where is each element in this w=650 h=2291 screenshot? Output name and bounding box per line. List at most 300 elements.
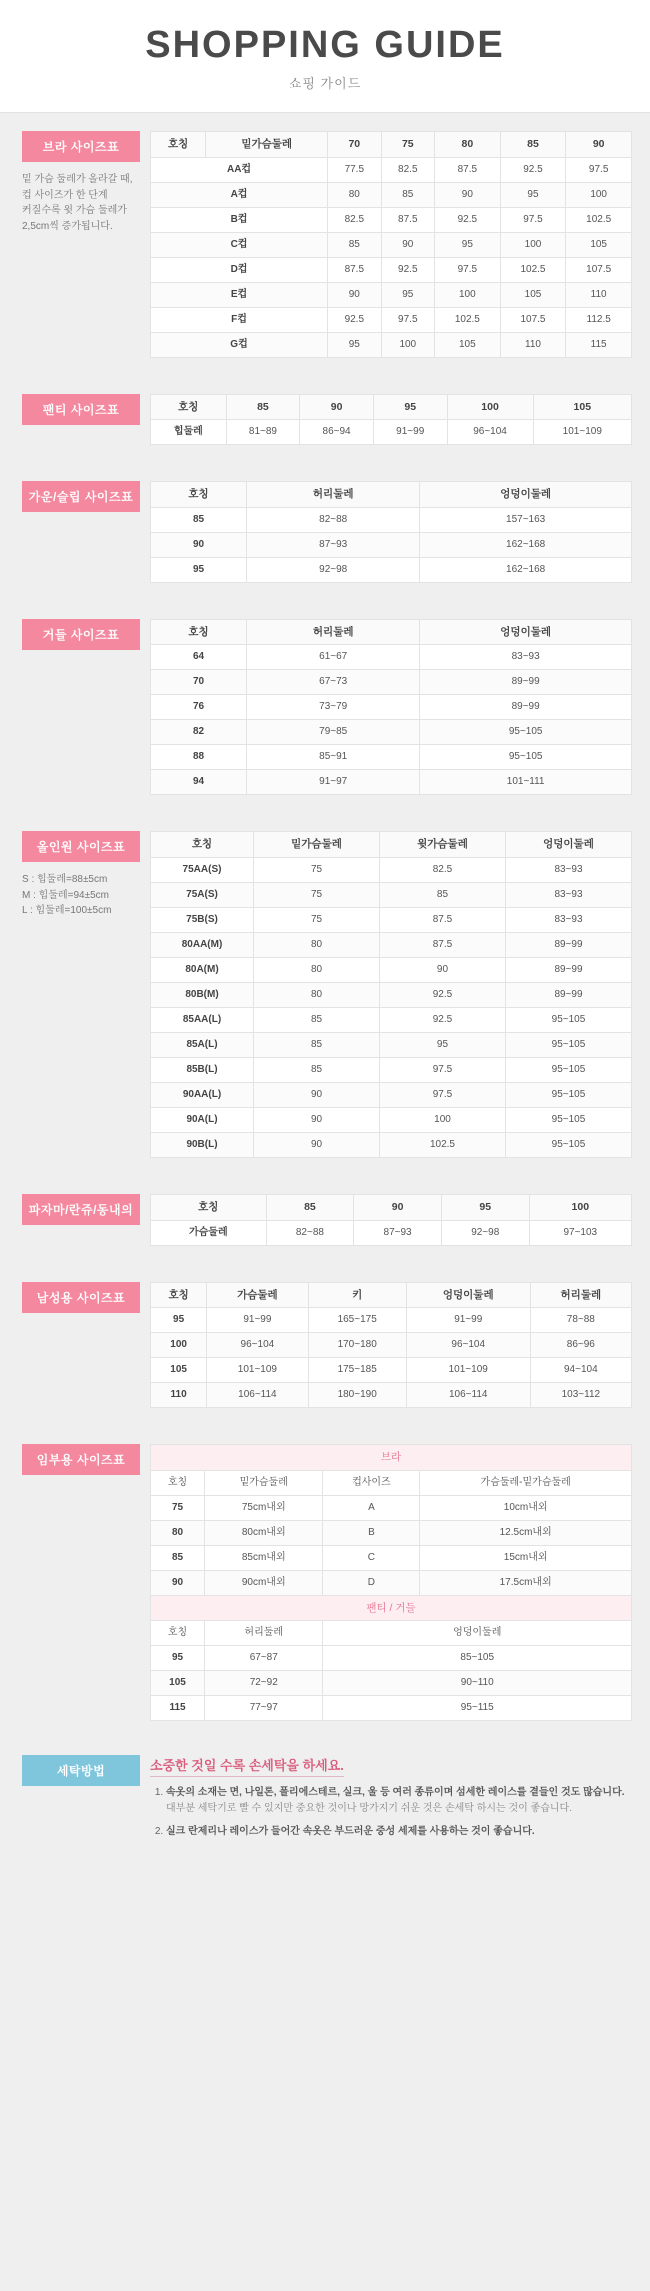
table-cell: 82~88 bbox=[266, 1220, 354, 1245]
table-row bbox=[151, 857, 632, 882]
table-row-header: 95 bbox=[151, 1646, 205, 1671]
wash-instruction-sub: 대부분 세탁기로 빨 수 있지만 중요한 것이나 망가지기 쉬운 것은 손세탁 하시는 것이 좋습니다. bbox=[166, 1803, 572, 1815]
size-table bbox=[150, 1282, 632, 1409]
table-header-row bbox=[151, 832, 632, 858]
table-cell: 92.5 bbox=[380, 1007, 506, 1032]
table-banner-label: 브라 bbox=[151, 1445, 632, 1471]
table-header-cell: 70 bbox=[328, 132, 381, 158]
table-cell: 95~105 bbox=[505, 1007, 631, 1032]
table-cell: 12.5cm내외 bbox=[420, 1520, 632, 1545]
table-cell: 75 bbox=[254, 882, 380, 907]
table-cell: 90 bbox=[254, 1107, 380, 1132]
section-size-chart bbox=[0, 601, 650, 814]
section-tag: 남성용 사이즈표 bbox=[22, 1282, 140, 1313]
section-tag: 브라 사이즈표 bbox=[22, 131, 140, 162]
table-header-cell: 호칭 bbox=[151, 832, 254, 858]
table-header-cell: 호칭 bbox=[151, 619, 247, 645]
table-cell: 110 bbox=[500, 332, 566, 357]
table-row bbox=[151, 982, 632, 1007]
table-row-header: 80AA(M) bbox=[151, 932, 254, 957]
table-cell: 78~88 bbox=[530, 1308, 631, 1333]
table-row bbox=[151, 1646, 632, 1671]
table-header-cell: 호칭 bbox=[151, 1282, 207, 1308]
table-header-cell: 허리둘레 bbox=[247, 619, 420, 645]
section-wash-guide bbox=[0, 1739, 650, 1873]
table-row bbox=[151, 507, 632, 532]
section-tag: 올인원 사이즈표 bbox=[22, 831, 140, 862]
table-row bbox=[151, 532, 632, 557]
table-row-header: 76 bbox=[151, 695, 247, 720]
table-cell: 89~99 bbox=[420, 695, 632, 720]
table-cell: 94~104 bbox=[530, 1358, 631, 1383]
section-tag: 팬티 사이즈표 bbox=[22, 394, 140, 425]
table-cell: 85~105 bbox=[323, 1646, 632, 1671]
table-cell: 79~85 bbox=[247, 720, 420, 745]
table-row bbox=[151, 332, 632, 357]
table-header-cell: 엉덩이둘레 bbox=[420, 619, 632, 645]
section-note bbox=[22, 872, 140, 919]
table-header-row bbox=[151, 1194, 632, 1220]
table-row bbox=[151, 157, 632, 182]
table-cell: 92.5 bbox=[381, 257, 434, 282]
table-header-cell: 호칭 bbox=[151, 1470, 205, 1495]
table-cell: 80cm내외 bbox=[205, 1520, 323, 1545]
section-table-col bbox=[150, 394, 632, 446]
table-cell: A bbox=[323, 1495, 420, 1520]
table-cell: 170~180 bbox=[308, 1333, 406, 1358]
page-subtitle: 쇼핑 가이드 bbox=[288, 76, 362, 91]
table-cell: 101~109 bbox=[533, 420, 631, 445]
section-label-col bbox=[10, 394, 150, 425]
table-banner-row bbox=[151, 1445, 632, 1471]
table-row bbox=[151, 932, 632, 957]
table-cell: 100 bbox=[435, 282, 501, 307]
table-cell: B bbox=[323, 1520, 420, 1545]
table-row-header: G컵 bbox=[151, 332, 328, 357]
size-table bbox=[150, 831, 632, 1158]
table-cell: 95~105 bbox=[505, 1032, 631, 1057]
table-row-header: 100 bbox=[151, 1333, 207, 1358]
table-row bbox=[151, 907, 632, 932]
table-row-header: D컵 bbox=[151, 257, 328, 282]
table-banner-row bbox=[151, 1595, 632, 1621]
table-header-cell: 호칭 bbox=[151, 482, 247, 508]
size-table bbox=[150, 394, 632, 446]
table-header-cell: 100 bbox=[529, 1194, 631, 1220]
table-row bbox=[151, 1308, 632, 1333]
table-row-header: 80B(M) bbox=[151, 982, 254, 1007]
table-row-header: 85B(L) bbox=[151, 1057, 254, 1082]
table-row-header: 64 bbox=[151, 645, 247, 670]
table-header-cell: 105 bbox=[533, 394, 631, 420]
table-cell: 73~79 bbox=[247, 695, 420, 720]
section-table-col bbox=[150, 1194, 632, 1246]
table-cell: 87.5 bbox=[328, 257, 381, 282]
table-row-header: 75AA(S) bbox=[151, 857, 254, 882]
table-row bbox=[151, 257, 632, 282]
page-title: SHOPPING GUIDE bbox=[145, 24, 505, 66]
table-row bbox=[151, 1007, 632, 1032]
table-cell: 162~168 bbox=[420, 557, 632, 582]
section-note-line: 밑 가슴 둘레가 올라갈 때, bbox=[22, 174, 133, 185]
section-label-col bbox=[10, 619, 150, 650]
table-cell: 90 bbox=[435, 182, 501, 207]
table-row bbox=[151, 307, 632, 332]
table-cell: 80 bbox=[254, 982, 380, 1007]
table-cell: 95 bbox=[435, 232, 501, 257]
table-row bbox=[151, 557, 632, 582]
table-cell: 100 bbox=[566, 182, 632, 207]
table-cell: 85 bbox=[381, 182, 434, 207]
table-row bbox=[151, 1696, 632, 1721]
table-cell: 90 bbox=[381, 232, 434, 257]
table-header-cell: 밑가슴둘레 bbox=[206, 132, 328, 158]
table-cell: 67~73 bbox=[247, 670, 420, 695]
table-cell: 100 bbox=[380, 1107, 506, 1132]
table-cell: 97.5 bbox=[500, 207, 566, 232]
size-table bbox=[150, 481, 632, 583]
section-tag: 거들 사이즈표 bbox=[22, 619, 140, 650]
table-cell: 180~190 bbox=[308, 1383, 406, 1408]
table-header-row bbox=[151, 1282, 632, 1308]
table-cell: 102.5 bbox=[435, 307, 501, 332]
section-table-col bbox=[150, 1444, 632, 1721]
wash-instruction-list bbox=[150, 1785, 632, 1840]
table-row bbox=[151, 770, 632, 795]
table-cell: 105 bbox=[500, 282, 566, 307]
table-cell: 87.5 bbox=[380, 907, 506, 932]
section-size-chart bbox=[0, 1176, 650, 1264]
table-header-cell: 호칭 bbox=[151, 1621, 205, 1646]
table-cell: 97.5 bbox=[381, 307, 434, 332]
table-cell: 165~175 bbox=[308, 1308, 406, 1333]
table-row bbox=[151, 1032, 632, 1057]
table-header-cell: 엉덩이둘레 bbox=[406, 1282, 530, 1308]
table-cell: 80 bbox=[328, 182, 381, 207]
table-header-cell: 호칭 bbox=[151, 394, 227, 420]
table-row-header: F컵 bbox=[151, 307, 328, 332]
table-header-cell: 컵사이즈 bbox=[323, 1470, 420, 1495]
table-header-cell: 95 bbox=[441, 1194, 529, 1220]
wash-title: 소중한 것일 수록 손세탁을 하세요. bbox=[150, 1755, 344, 1777]
table-header-cell: 밑가슴둘레 bbox=[205, 1470, 323, 1495]
table-header-cell: 75 bbox=[381, 132, 434, 158]
size-table bbox=[150, 619, 632, 796]
table-cell: 101~111 bbox=[420, 770, 632, 795]
table-cell: 95~105 bbox=[420, 720, 632, 745]
section-label-col bbox=[10, 1444, 150, 1475]
table-cell: C bbox=[323, 1545, 420, 1570]
table-header-cell: 호칭 bbox=[151, 1194, 267, 1220]
table-cell: 85 bbox=[254, 1007, 380, 1032]
table-cell: 97.5 bbox=[380, 1082, 506, 1107]
table-cell: 95 bbox=[328, 332, 381, 357]
table-cell: 92.5 bbox=[328, 307, 381, 332]
section-label-col bbox=[10, 1194, 150, 1225]
table-header-cell: 85 bbox=[266, 1194, 354, 1220]
section-size-chart bbox=[0, 376, 650, 464]
size-table bbox=[150, 1194, 632, 1246]
table-cell: 82~88 bbox=[247, 507, 420, 532]
table-cell: 106~114 bbox=[207, 1383, 308, 1408]
table-cell: 86~94 bbox=[300, 420, 374, 445]
section-table-col bbox=[150, 1282, 632, 1409]
table-row-header: 90 bbox=[151, 1570, 205, 1595]
table-cell: 85~91 bbox=[247, 745, 420, 770]
table-cell: 91~97 bbox=[247, 770, 420, 795]
section-note-line: L : 힙둘레=100±5cm bbox=[22, 905, 112, 917]
table-cell: 67~87 bbox=[205, 1646, 323, 1671]
table-header-cell: 90 bbox=[354, 1194, 442, 1220]
table-cell: 87.5 bbox=[380, 932, 506, 957]
table-row bbox=[151, 1107, 632, 1132]
table-cell: 72~92 bbox=[205, 1671, 323, 1696]
table-cell: 90~110 bbox=[323, 1671, 632, 1696]
table-cell: 87~93 bbox=[354, 1220, 442, 1245]
table-row bbox=[151, 745, 632, 770]
table-row-header: B컵 bbox=[151, 207, 328, 232]
table-header-cell: 90 bbox=[300, 394, 374, 420]
table-cell: 89~99 bbox=[505, 932, 631, 957]
table-row-header: 85AA(L) bbox=[151, 1007, 254, 1032]
table-row-header: 90A(L) bbox=[151, 1107, 254, 1132]
table-cell: 115 bbox=[566, 332, 632, 357]
table-header-cell: 윗가슴둘레 bbox=[380, 832, 506, 858]
table-cell: 85 bbox=[380, 882, 506, 907]
table-cell: 82.5 bbox=[380, 857, 506, 882]
table-header-cell: 85 bbox=[226, 394, 300, 420]
table-cell: 83~93 bbox=[420, 645, 632, 670]
table-row bbox=[151, 182, 632, 207]
table-row-header: 75A(S) bbox=[151, 882, 254, 907]
table-cell: 91~99 bbox=[207, 1308, 308, 1333]
size-chart-sections bbox=[0, 113, 650, 1426]
table-header-cell: 엉덩이둘레 bbox=[323, 1621, 632, 1646]
table-row-header: A컵 bbox=[151, 182, 328, 207]
table-header-cell: 80 bbox=[435, 132, 501, 158]
wash-instruction-main: 속옷의 소재는 면, 나일론, 폴리에스테르, 실크, 울 등 여러 종류이며 섬세한 레이스를 곁들인 것도 많습니다. bbox=[166, 1787, 625, 1799]
wash-instruction-item bbox=[166, 1785, 632, 1817]
table-cell: 75 bbox=[254, 857, 380, 882]
page-header bbox=[0, 0, 650, 113]
table-header-row bbox=[151, 1621, 632, 1646]
table-header-row bbox=[151, 482, 632, 508]
table-row-header: 힙둘레 bbox=[151, 420, 227, 445]
table-cell: 90 bbox=[328, 282, 381, 307]
table-cell: 92.5 bbox=[435, 207, 501, 232]
table-row-header: 80A(M) bbox=[151, 957, 254, 982]
table-row-header: 85 bbox=[151, 507, 247, 532]
table-cell: 162~168 bbox=[420, 532, 632, 557]
table-cell: 107.5 bbox=[500, 307, 566, 332]
table-cell: 101~109 bbox=[406, 1358, 530, 1383]
table-row-header: 80 bbox=[151, 1520, 205, 1545]
table-cell: 106~114 bbox=[406, 1383, 530, 1408]
table-row-header: 85 bbox=[151, 1545, 205, 1570]
table-cell: 102.5 bbox=[500, 257, 566, 282]
table-cell: 77.5 bbox=[328, 157, 381, 182]
table-header-cell: 100 bbox=[447, 394, 533, 420]
section-tag: 임부용 사이즈표 bbox=[22, 1444, 140, 1475]
table-cell: 95~105 bbox=[505, 1132, 631, 1157]
table-cell: 101~109 bbox=[207, 1358, 308, 1383]
table-row-header: 95 bbox=[151, 1308, 207, 1333]
table-row-header: AA컵 bbox=[151, 157, 328, 182]
table-cell: 75 bbox=[254, 907, 380, 932]
table-row-header: 75 bbox=[151, 1495, 205, 1520]
wash-instruction-item bbox=[166, 1824, 632, 1840]
section-note-line: M : 힙둘레=94±5cm bbox=[22, 889, 109, 901]
wash-label-col bbox=[10, 1755, 150, 1786]
table-cell: 175~185 bbox=[308, 1358, 406, 1383]
table-row bbox=[151, 282, 632, 307]
table-header-cell: 가슴둘레-밑가슴둘레 bbox=[420, 1470, 632, 1495]
table-cell: 75cm내외 bbox=[205, 1495, 323, 1520]
table-cell: 87.5 bbox=[435, 157, 501, 182]
table-row bbox=[151, 1383, 632, 1408]
section-table-col bbox=[150, 481, 632, 583]
table-cell: 85 bbox=[254, 1057, 380, 1082]
table-row-header: 90B(L) bbox=[151, 1132, 254, 1157]
table-cell: 82.5 bbox=[328, 207, 381, 232]
table-cell: 82.5 bbox=[381, 157, 434, 182]
table-row bbox=[151, 670, 632, 695]
wash-content-col bbox=[150, 1755, 632, 1847]
table-cell: 96~104 bbox=[207, 1333, 308, 1358]
table-row-header: 90AA(L) bbox=[151, 1082, 254, 1107]
table-cell: 95~105 bbox=[505, 1107, 631, 1132]
section-size-chart bbox=[0, 113, 650, 376]
table-banner-label: 팬티 / 거들 bbox=[151, 1595, 632, 1621]
table-row bbox=[151, 420, 632, 445]
maternity-size-table bbox=[150, 1444, 632, 1721]
table-cell: 97.5 bbox=[566, 157, 632, 182]
table-header-cell: 허리둘레 bbox=[205, 1621, 323, 1646]
section-note-line: S : 힙둘레=88±5cm bbox=[22, 874, 108, 886]
table-cell: 91~99 bbox=[373, 420, 447, 445]
section-size-chart bbox=[0, 463, 650, 601]
table-cell: 80 bbox=[254, 932, 380, 957]
table-cell: 96~104 bbox=[447, 420, 533, 445]
table-cell: 96~104 bbox=[406, 1333, 530, 1358]
table-cell: 105 bbox=[566, 232, 632, 257]
table-cell: 92~98 bbox=[441, 1220, 529, 1245]
table-cell: 95 bbox=[500, 182, 566, 207]
table-cell: 95 bbox=[380, 1032, 506, 1057]
table-cell: 92.5 bbox=[500, 157, 566, 182]
wash-tag: 세탁방법 bbox=[22, 1755, 140, 1786]
table-cell: 85 bbox=[254, 1032, 380, 1057]
table-row bbox=[151, 1333, 632, 1358]
section-note bbox=[22, 172, 140, 234]
table-row bbox=[151, 882, 632, 907]
section-maternity bbox=[0, 1426, 650, 1739]
table-cell: 90 bbox=[380, 957, 506, 982]
table-row bbox=[151, 1545, 632, 1570]
table-header-row bbox=[151, 132, 632, 158]
table-row-header: 115 bbox=[151, 1696, 205, 1721]
section-tag: 가운/슬립 사이즈표 bbox=[22, 481, 140, 512]
table-cell: 97.5 bbox=[380, 1057, 506, 1082]
wash-instruction-main: 실크 란제리나 레이스가 들어간 속옷은 부드러운 중성 세제를 사용하는 것이 좋습니다. bbox=[166, 1826, 535, 1838]
section-note-line: 커질수록 윗 가슴 둘레가 bbox=[22, 205, 127, 216]
table-row bbox=[151, 1220, 632, 1245]
table-row-header: 82 bbox=[151, 720, 247, 745]
table-cell: 157~163 bbox=[420, 507, 632, 532]
table-row bbox=[151, 1570, 632, 1595]
table-header-cell: 호칭 bbox=[151, 132, 206, 158]
table-cell: 83~93 bbox=[505, 882, 631, 907]
table-cell: 95~115 bbox=[323, 1696, 632, 1721]
table-cell: 100 bbox=[500, 232, 566, 257]
section-tag: 파자마/란쥬/동내의 bbox=[22, 1194, 140, 1225]
table-row-header: 94 bbox=[151, 770, 247, 795]
table-row bbox=[151, 645, 632, 670]
table-cell: 17.5cm내외 bbox=[420, 1570, 632, 1595]
table-cell: 85cm내외 bbox=[205, 1545, 323, 1570]
table-cell: 10cm내외 bbox=[420, 1495, 632, 1520]
table-header-cell: 85 bbox=[500, 132, 566, 158]
table-header-cell: 가슴둘레 bbox=[207, 1282, 308, 1308]
table-cell: 92~98 bbox=[247, 557, 420, 582]
table-cell: 92.5 bbox=[380, 982, 506, 1007]
table-cell: 90cm내외 bbox=[205, 1570, 323, 1595]
table-row bbox=[151, 207, 632, 232]
table-row-header: 88 bbox=[151, 745, 247, 770]
section-label-col bbox=[10, 481, 150, 512]
table-row bbox=[151, 695, 632, 720]
table-cell: 87~93 bbox=[247, 532, 420, 557]
table-cell: 15cm내외 bbox=[420, 1545, 632, 1570]
table-header-row bbox=[151, 619, 632, 645]
table-row-header: 105 bbox=[151, 1671, 205, 1696]
table-row bbox=[151, 1671, 632, 1696]
table-row-header: 75B(S) bbox=[151, 907, 254, 932]
table-cell: 100 bbox=[381, 332, 434, 357]
table-cell: 103~112 bbox=[530, 1383, 631, 1408]
table-row bbox=[151, 232, 632, 257]
table-cell: 85 bbox=[328, 232, 381, 257]
table-cell: 83~93 bbox=[505, 857, 631, 882]
table-cell: 61~67 bbox=[247, 645, 420, 670]
section-table-col bbox=[150, 619, 632, 796]
table-row bbox=[151, 1358, 632, 1383]
table-row bbox=[151, 1520, 632, 1545]
table-row-header: 105 bbox=[151, 1358, 207, 1383]
table-cell: 112.5 bbox=[566, 307, 632, 332]
section-table-col bbox=[150, 831, 632, 1158]
table-cell: 90 bbox=[254, 1132, 380, 1157]
section-note-line: 컵 사이즈가 한 단계 bbox=[22, 189, 108, 201]
table-header-cell: 엉덩이둘레 bbox=[505, 832, 631, 858]
table-row-header: C컵 bbox=[151, 232, 328, 257]
table-row-header: E컵 bbox=[151, 282, 328, 307]
section-table-col bbox=[150, 131, 632, 358]
table-cell: 89~99 bbox=[505, 982, 631, 1007]
table-cell: 95~105 bbox=[505, 1082, 631, 1107]
table-cell: 81~89 bbox=[226, 420, 300, 445]
table-cell: 89~99 bbox=[505, 957, 631, 982]
section-label-col bbox=[10, 1282, 150, 1313]
section-size-chart bbox=[0, 813, 650, 1176]
table-cell: 95~105 bbox=[420, 745, 632, 770]
table-header-cell: 밑가슴둘레 bbox=[254, 832, 380, 858]
table-cell: 110 bbox=[566, 282, 632, 307]
table-cell: 95 bbox=[381, 282, 434, 307]
table-cell: 97.5 bbox=[435, 257, 501, 282]
table-cell: D bbox=[323, 1570, 420, 1595]
table-header-cell: 90 bbox=[566, 132, 632, 158]
